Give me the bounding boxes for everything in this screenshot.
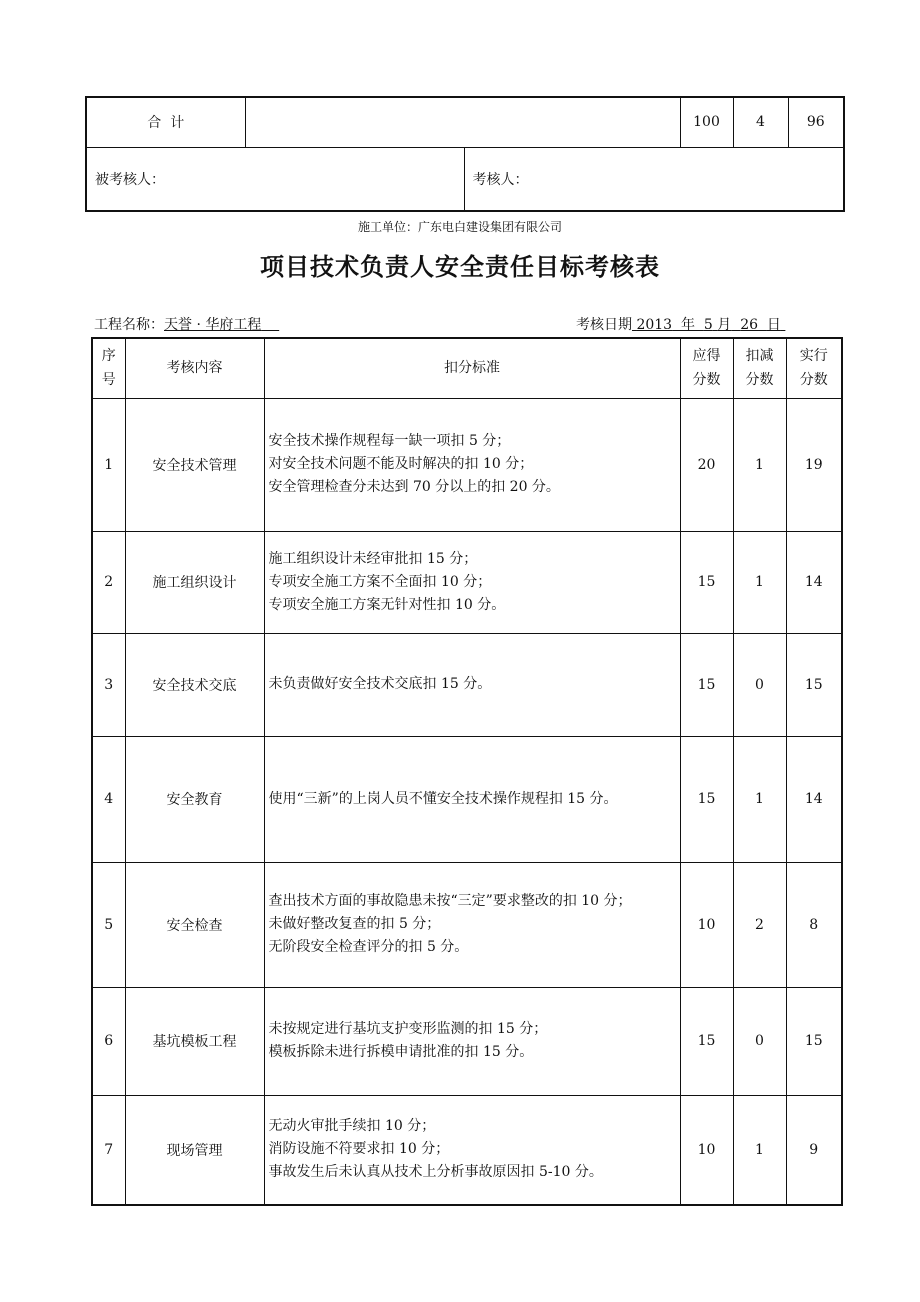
table-row [92,736,842,862]
row-actual: 9 [786,1095,842,1205]
criteria-line: 专项安全施工方案无针对性扣 10 分。 [268,596,506,613]
row-due: 20 [680,398,733,531]
total-due: 100 [680,97,733,147]
criteria-line: 消防设施不符要求扣 10 分； [268,1141,450,1158]
assessor-label: 考核人： [464,147,844,211]
criteria-line: 无阶段安全检查评分的扣 5 分。 [268,939,469,955]
date-label: 考核日期 [576,317,632,333]
row-criteria [264,862,680,987]
row-content: 安全技术交底 [125,633,264,736]
row-seq: 3 [92,633,125,736]
row-deduct: 2 [733,862,786,987]
row-actual: 14 [786,736,842,862]
assessment-date-line [576,314,785,334]
header-seq: 序 号 [92,338,125,398]
header-actual: 实行 分数 [786,338,842,398]
total-deduct: 4 [733,97,788,147]
row-criteria [264,531,680,633]
project-label: 工程名称： [94,317,164,333]
page-title: 项目技术负责人安全责任目标考核表 [260,253,660,281]
header-criteria: 扣分标准 [264,338,680,398]
total-row [86,97,844,147]
signature-row [86,147,844,211]
row-actual: 19 [786,398,842,531]
row-content: 安全教育 [125,736,264,862]
row-due: 15 [680,736,733,862]
table-row [92,987,842,1095]
row-content: 施工组织设计 [125,531,264,633]
table-row [92,633,842,736]
project-name-line [94,314,279,334]
row-content: 现场管理 [125,1095,264,1205]
table-header-row [92,338,842,398]
row-seq: 5 [92,862,125,987]
criteria-line: 施工组织设计未经审批扣 15 分； [268,550,478,567]
row-due: 10 [680,1095,733,1205]
row-due: 10 [680,862,733,987]
criteria-line: 对安全技术问题不能及时解决的扣 10 分； [268,456,534,472]
row-actual: 8 [786,862,842,987]
row-criteria [264,987,680,1095]
criteria-line: 使用“三新”的上岗人员不懂安全技术操作规程扣 15 分。 [268,790,618,807]
row-due: 15 [680,987,733,1095]
row-seq: 2 [92,531,125,633]
header-due: 应得 分数 [680,338,733,398]
criteria-line: 未按规定进行基坑支护变形监测的扣 15 分； [268,1021,548,1037]
row-criteria [264,398,680,531]
criteria-line: 未负责做好安全技术交底扣 15 分。 [268,676,492,692]
row-content: 安全检查 [125,862,264,987]
table-row [92,398,842,531]
assessment-table [91,337,843,1206]
criteria-line: 安全管理检查分未达到 70 分以上的扣 20 分。 [268,479,560,495]
row-criteria [264,736,680,862]
company-line: 施工单位：广东电白建设集团有限公司 [357,220,562,234]
row-deduct: 1 [733,398,786,531]
criteria-line: 事故发生后未认真从技术上分析事故原因扣 5-10 分。 [268,1164,603,1181]
row-actual: 15 [786,633,842,736]
row-deduct: 0 [733,987,786,1095]
assessee-label: 被考核人： [86,147,464,211]
row-deduct: 0 [733,633,786,736]
row-deduct: 1 [733,1095,786,1205]
header-deduct: 扣减 分数 [733,338,786,398]
row-seq: 7 [92,1095,125,1205]
criteria-line: 安全技术操作规程每一缺一项扣 5 分； [268,433,511,449]
table-row [92,1095,842,1205]
criteria-line: 未做好整改复查的扣 5 分； [268,916,441,932]
total-label: 合 计 [86,97,245,147]
row-deduct: 1 [733,736,786,862]
table-row [92,531,842,633]
row-actual: 15 [786,987,842,1095]
row-due: 15 [680,531,733,633]
row-content: 安全技术管理 [125,398,264,531]
header-content: 考核内容 [125,338,264,398]
criteria-line: 无动火审批手续扣 10 分； [268,1118,436,1135]
criteria-line: 查出技术方面的事故隐患未按“三定”要求整改的扣 10 分； [268,893,632,909]
row-deduct: 1 [733,531,786,633]
row-criteria [264,1095,680,1205]
project-value: 天誉 · 华府工程 [164,317,262,333]
row-seq: 6 [92,987,125,1095]
summary-table [85,96,845,212]
row-criteria [264,633,680,736]
criteria-line: 专项安全施工方案不全面扣 10 分； [268,573,492,590]
criteria-line: 模板拆除未进行拆模申请批准的扣 15 分。 [268,1044,534,1060]
row-actual: 14 [786,531,842,633]
date-value: 2013 年 5 月 26 日 [636,317,781,333]
row-seq: 1 [92,398,125,531]
row-content: 基坑模板工程 [125,987,264,1095]
row-due: 15 [680,633,733,736]
total-actual: 96 [788,97,844,147]
table-row [92,862,842,987]
total-blank [245,97,680,147]
row-seq: 4 [92,736,125,862]
